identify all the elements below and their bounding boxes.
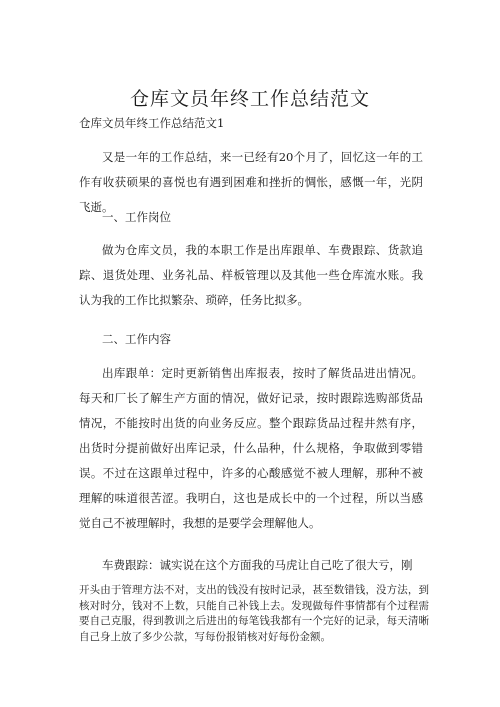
freight-tracking-lead: 车费跟踪：诚实说在这个方面我的马虎让自己吃了很大亏，刚 xyxy=(102,558,413,572)
job-position-paragraph: 做为仓库文员，我的本职工作是出库跟单、车费跟踪、货款追踪、退货处理、业务礼品、样板管理以及其他一些仓库流水账。我认为我的工作比拟繁杂、琐碎，任务比拟多。 xyxy=(79,243,423,307)
section-heading-work-content: 二、工作内容 xyxy=(102,332,171,346)
section-heading-job-position: 一、工作岗位 xyxy=(102,210,171,224)
document-subtitle: 仓库文员年终工作总结范文1 xyxy=(79,116,225,130)
document-title: 仓库文员年终工作总结范文 xyxy=(129,88,370,110)
intro-paragraph: 又是一年的工作总结，来一已经有20个月了，回忆这一年的工作有收获硕果的喜悦也有遇到困难和挫折的惆怅，感慨一年，光阴飞逝。 xyxy=(79,150,423,214)
work-content-paragraph: 出库跟单：定时更新销售出库报表，按时了解货品进出情况。每天和厂长了解生产方面的情况，做好记录，按时跟踪选购部货品情况，不能按时出货的向业务反应。整个跟踪货品过程井然有序，出货时分提前做好出库记录，什么品种，什么规格，争取做到零错误。不过在这跟单过程中，许多的心酸感觉不被人理解，那种不被理解的味道很苦涩。我明白，这也是成长中的一个过程，所以当感觉自己不被理解时，我想的是要学会理解他人。 xyxy=(79,366,423,530)
freight-tracking-paragraph: 开头由于管理方法不对，支出的钱没有按时记录，甚至数错钱，没方法，到核对时分，钱对不上数，只能自己补钱上去。发现做每件事情都有个过程需要自己克服，得到教训之后进出的每笔钱我都有一个完好的记录，每天清晰自己身上放了多少公款，写每份报销核对好每份金额。 xyxy=(79,584,429,643)
